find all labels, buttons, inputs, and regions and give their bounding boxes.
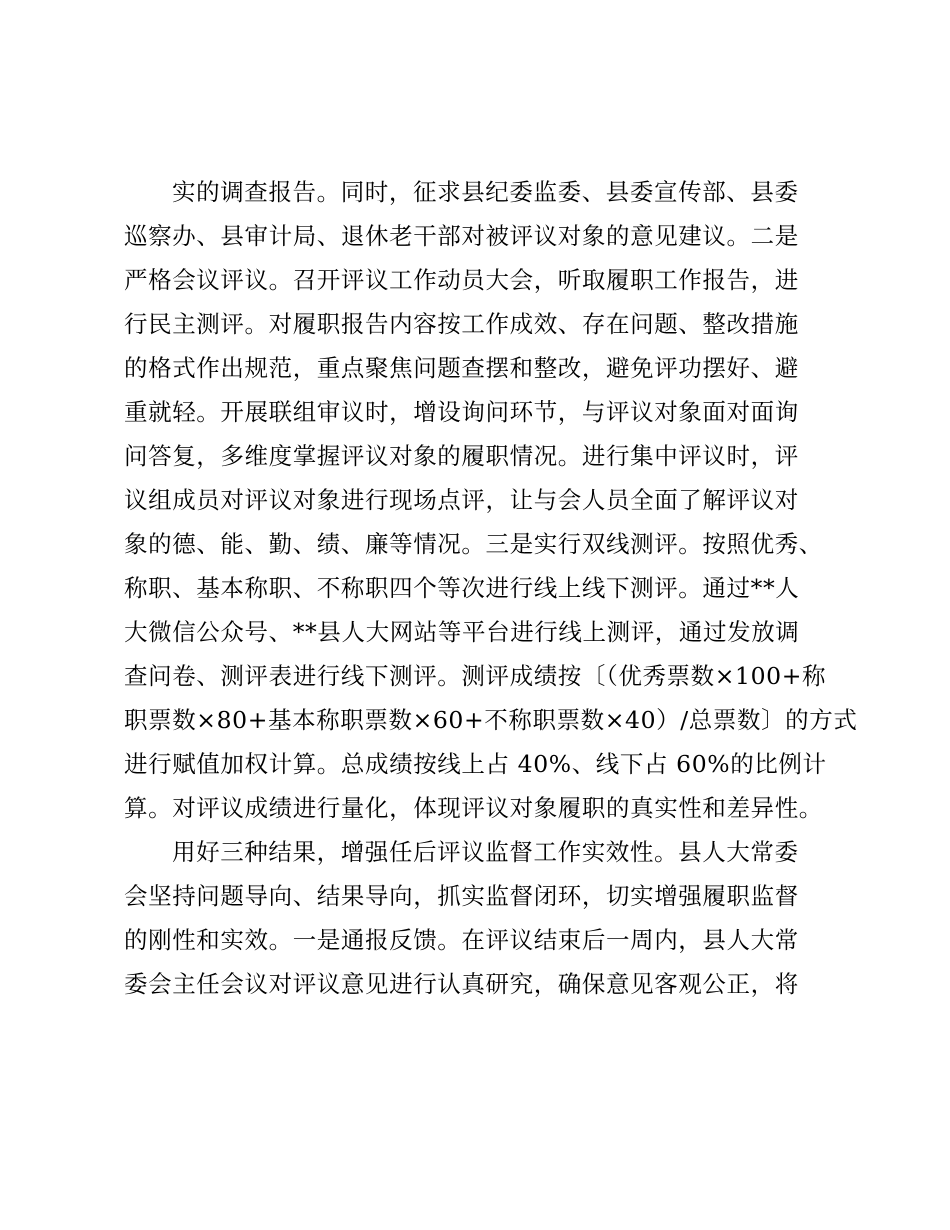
text-line: 的刚性和实效。一是通报反馈。在评议结束后一周内，县人大常 bbox=[124, 926, 799, 954]
text-line: 委会主任会议对评议意见进行认真研究，确保意见客观公正，将 bbox=[124, 970, 799, 998]
body-text bbox=[124, 170, 858, 1006]
text-line: 行民主测评。对履职报告内容按工作成效、存在问题、整改措施 bbox=[124, 310, 799, 338]
text-line: 重就轻。开展联组审议时，增设询问环节，与评议对象面对面询 bbox=[124, 398, 799, 426]
text-line: 职票数×80+基本称职票数×60+不称职票数×40）/总票数〕的方式 bbox=[124, 706, 858, 734]
text-line: 查问卷、测评表进行线下测评。测评成绩按〔（优秀票数×100+称 bbox=[124, 662, 827, 690]
text-line: 巡察办、县审计局、退休老干部对被评议对象的意见建议。二是 bbox=[124, 222, 799, 250]
text-line: 进行赋值加权计算。总成绩按线上占 40%、线下占 60%的比例计 bbox=[124, 750, 827, 778]
text-line: 称职、基本称职、不称职四个等次进行线上线下测评。通过**人 bbox=[124, 574, 800, 602]
text-line: 议组成员对评议对象进行现场点评，让与会人员全面了解评议对 bbox=[124, 486, 799, 514]
text-line: 象的德、能、勤、绩、廉等情况。三是实行双线测评。按照优秀、 bbox=[124, 530, 823, 558]
text-line: 用好三种结果，增强任后评议监督工作实效性。县人大常委 bbox=[172, 838, 799, 866]
text-line: 的格式作出规范，重点聚焦问题查摆和整改，避免评功摆好、避 bbox=[124, 354, 799, 382]
text-line: 算。对评议成绩进行量化，体现评议对象履职的真实性和差异性。 bbox=[124, 794, 823, 822]
text-line: 大微信公众号、**县人大网站等平台进行线上测评，通过发放调 bbox=[124, 618, 800, 646]
text-line: 会坚持问题导向、结果导向，抓实监督闭环，切实增强履职监督 bbox=[124, 882, 799, 910]
text-line: 严格会议评议。召开评议工作动员大会，听取履职工作报告，进 bbox=[124, 266, 799, 294]
text-line: 实的调查报告。同时，征求县纪委监委、县委宣传部、县委 bbox=[172, 178, 799, 206]
text-line: 问答复，多维度掌握评议对象的履职情况。进行集中评议时，评 bbox=[124, 442, 799, 470]
